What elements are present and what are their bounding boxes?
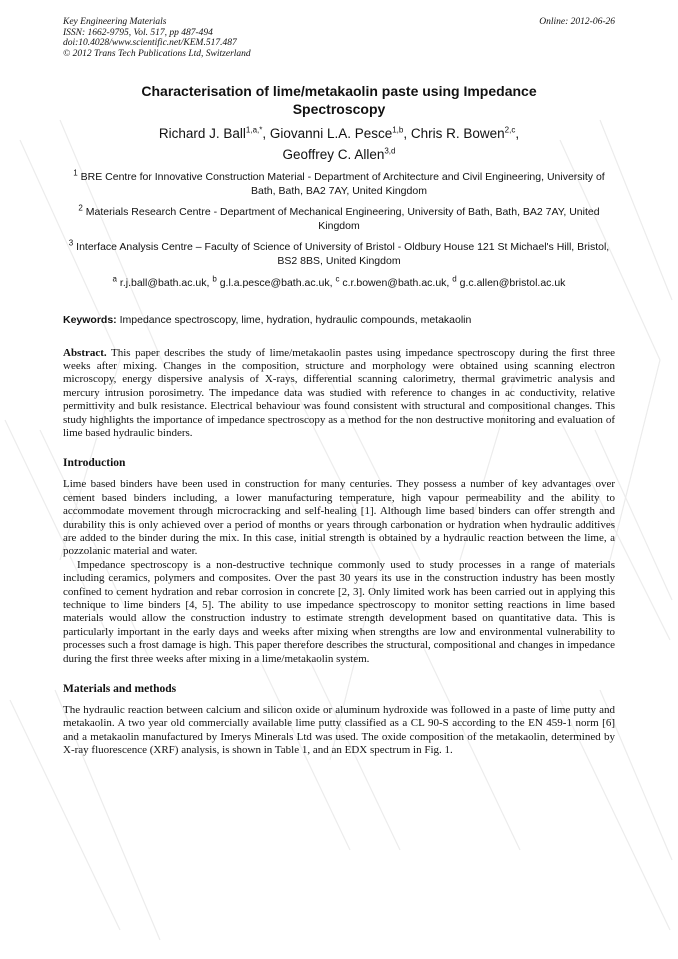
affiliation: [63, 203, 615, 233]
author-affiliation-mark: 1,b: [392, 125, 404, 135]
page-content: [63, 0, 615, 758]
journal-name: Key Engineering Materials: [63, 17, 167, 27]
abstract-text: This paper describes the study of lime/metakaolin pastes using impedance spectroscopy during the first three weeks after mixing. Changes in the composition, structure and morphology were obtained using scanning electron microscopy, energy dispersive analysis of X-rays, differential scanning calorimetry, thermal gravimetric analysis and mercury intrusion porosimetry. The impedance data was studied with reference to changes in ac conductivity, relative permittivity and bulk resistance. Electrical behaviour was found consistent with structural and compositional changes. This study highlights the importance of impedance spectroscopy as a method for the non destructive monitoring and evaluation of lime based hydraulic binders.: [63, 346, 615, 439]
journal-issn: ISSN: 1662-9795, Vol. 517, pp 487-494: [63, 27, 213, 38]
email-mark: a: [112, 274, 117, 284]
affiliation-number: 2: [78, 203, 83, 213]
keywords-label: Keywords:: [63, 313, 117, 326]
email-address[interactable]: c.r.bowen@bath.ac.uk: [342, 277, 447, 289]
author-name: Chris R. Bowen: [410, 126, 505, 141]
author-separator: ,: [515, 126, 520, 141]
journal-header: [63, 0, 615, 63]
author-name: Richard J. Ball: [158, 126, 246, 141]
paper-title: Characterisation of lime/metakaolin paste using Impedance Spectroscopy: [141, 83, 537, 117]
section-heading-materials: Materials and methods: [63, 683, 177, 696]
author-affiliation-mark: 1,a,*: [245, 125, 263, 135]
affiliation-text: Interface Analysis Centre – Faculty of Science of University of Bristol - Oldbury House 121 St Michael's Hill, Bristol, BS2 8BS, United Kingdom: [76, 241, 610, 267]
author-separator: ,: [403, 126, 411, 141]
paragraph: Lime based binders have been used in construction for many centuries. They possess a number of key advantages over cement based binders including, a lower manufacturing temperature, high vapour permeability and the ability to accommodate movement through microcracking and self-healing [1]. Although lime based binders can offer strength and durability this is only achieved over a period of months or years through carbonation or hydration when hydraulic additives are added to the binder during the mix. In this case, initial strength is obtained by a hydraulic reaction between the lime, a pozzolanic material and water.: [63, 478, 615, 558]
paragraph: Impedance spectroscopy is a non-destructive technique commonly used to study processes in a range of materials including ceramics, polymers and composites. Over the past 30 years its use in the construction industry has been mostly confined to cement hydration and rebar corrosion in concrete [2, 3]. Only limited work has been carried out in applying this technique to lime binders [4, 5]. The ability to use impedance spectroscopy to monitor setting reactions in lime based materials would allow the construction industry to estimate strength development based on quantitative data. This is particularly important in the early days and weeks after mixing when strengths are low and environmental vulnerability to processes such a frost damage is high. This paper therefore describes the structural, compositional and changes in impedance during the first three weeks after mixing in a lime/metakaolin system.: [63, 558, 615, 665]
abstract-label: Abstract.: [63, 346, 107, 359]
corresponding-mark: *: [259, 125, 263, 135]
author-affiliation-mark: 2,c: [504, 125, 516, 135]
abstract: [63, 347, 615, 441]
author-affiliation-mark: 3,d: [384, 146, 396, 156]
keywords: [63, 314, 615, 327]
email-address[interactable]: g.l.a.pesce@bath.ac.uk: [219, 277, 330, 289]
affiliation-text: Materials Research Centre - Department of Mechanical Engineering, University of Bath, Bath, BA2 7AY, United Kingdom: [85, 206, 600, 232]
affiliation-number: 1: [73, 168, 78, 178]
author-list: [63, 123, 615, 165]
author-name: Giovanni L.A. Pesce: [269, 126, 393, 141]
email-address[interactable]: r.j.ball@bath.ac.uk: [119, 277, 207, 289]
affiliation: [63, 168, 615, 198]
author-emails: $^a$ r.j.ball@bath.ac.uk, $^b$ g.l.a.pesce@bath.ac.uk, $^c$ c.r.bowen@bath.ac.uk, $^d$ g.c.allen@bristol.ac.uk: [112, 274, 566, 289]
email-mark: c: [335, 274, 340, 284]
journal-copyright: © 2012 Trans Tech Publications Ltd, Switzerland: [63, 48, 251, 59]
affiliation-text: BRE Centre for Innovative Construction Material - Department of Architecture and Civil Engineering, University of Bath, Bath, BA2 7AY, United Kingdom: [80, 171, 605, 197]
author-separator: ,: [262, 126, 270, 141]
online-date: Online: 2012-06-26: [539, 17, 615, 27]
email-address[interactable]: g.c.allen@bristol.ac.uk: [459, 277, 566, 289]
section-heading-introduction: Introduction: [63, 457, 126, 470]
journal-doi: doi:10.4028/www.scientific.net/KEM.517.487: [63, 38, 237, 48]
author-name: Geoffrey C. Allen: [282, 147, 385, 162]
keywords-text: Impedance spectroscopy, lime, hydration, hydraulic compounds, metakaolin: [119, 313, 472, 326]
paragraph: The hydraulic reaction between calcium and silicon oxide or aluminum hydroxide was followed in a paste of lime putty and metakaolin. A two year old commercially available lime putty classified as a CL 90-S according to the EN 459-1 norm [6] and a metakaolin manufactured by Imerys Minerals Ltd was used. The oxide composition of the metakaolin, determined by X-ray fluorescence (XRF) analysis, is shown in Table 1, and an EDX spectrum in Fig. 1.: [63, 704, 615, 757]
email-mark: d: [452, 274, 457, 284]
affiliation: [63, 238, 615, 268]
affiliation-number: 3: [68, 238, 74, 248]
email-mark: b: [212, 274, 217, 284]
